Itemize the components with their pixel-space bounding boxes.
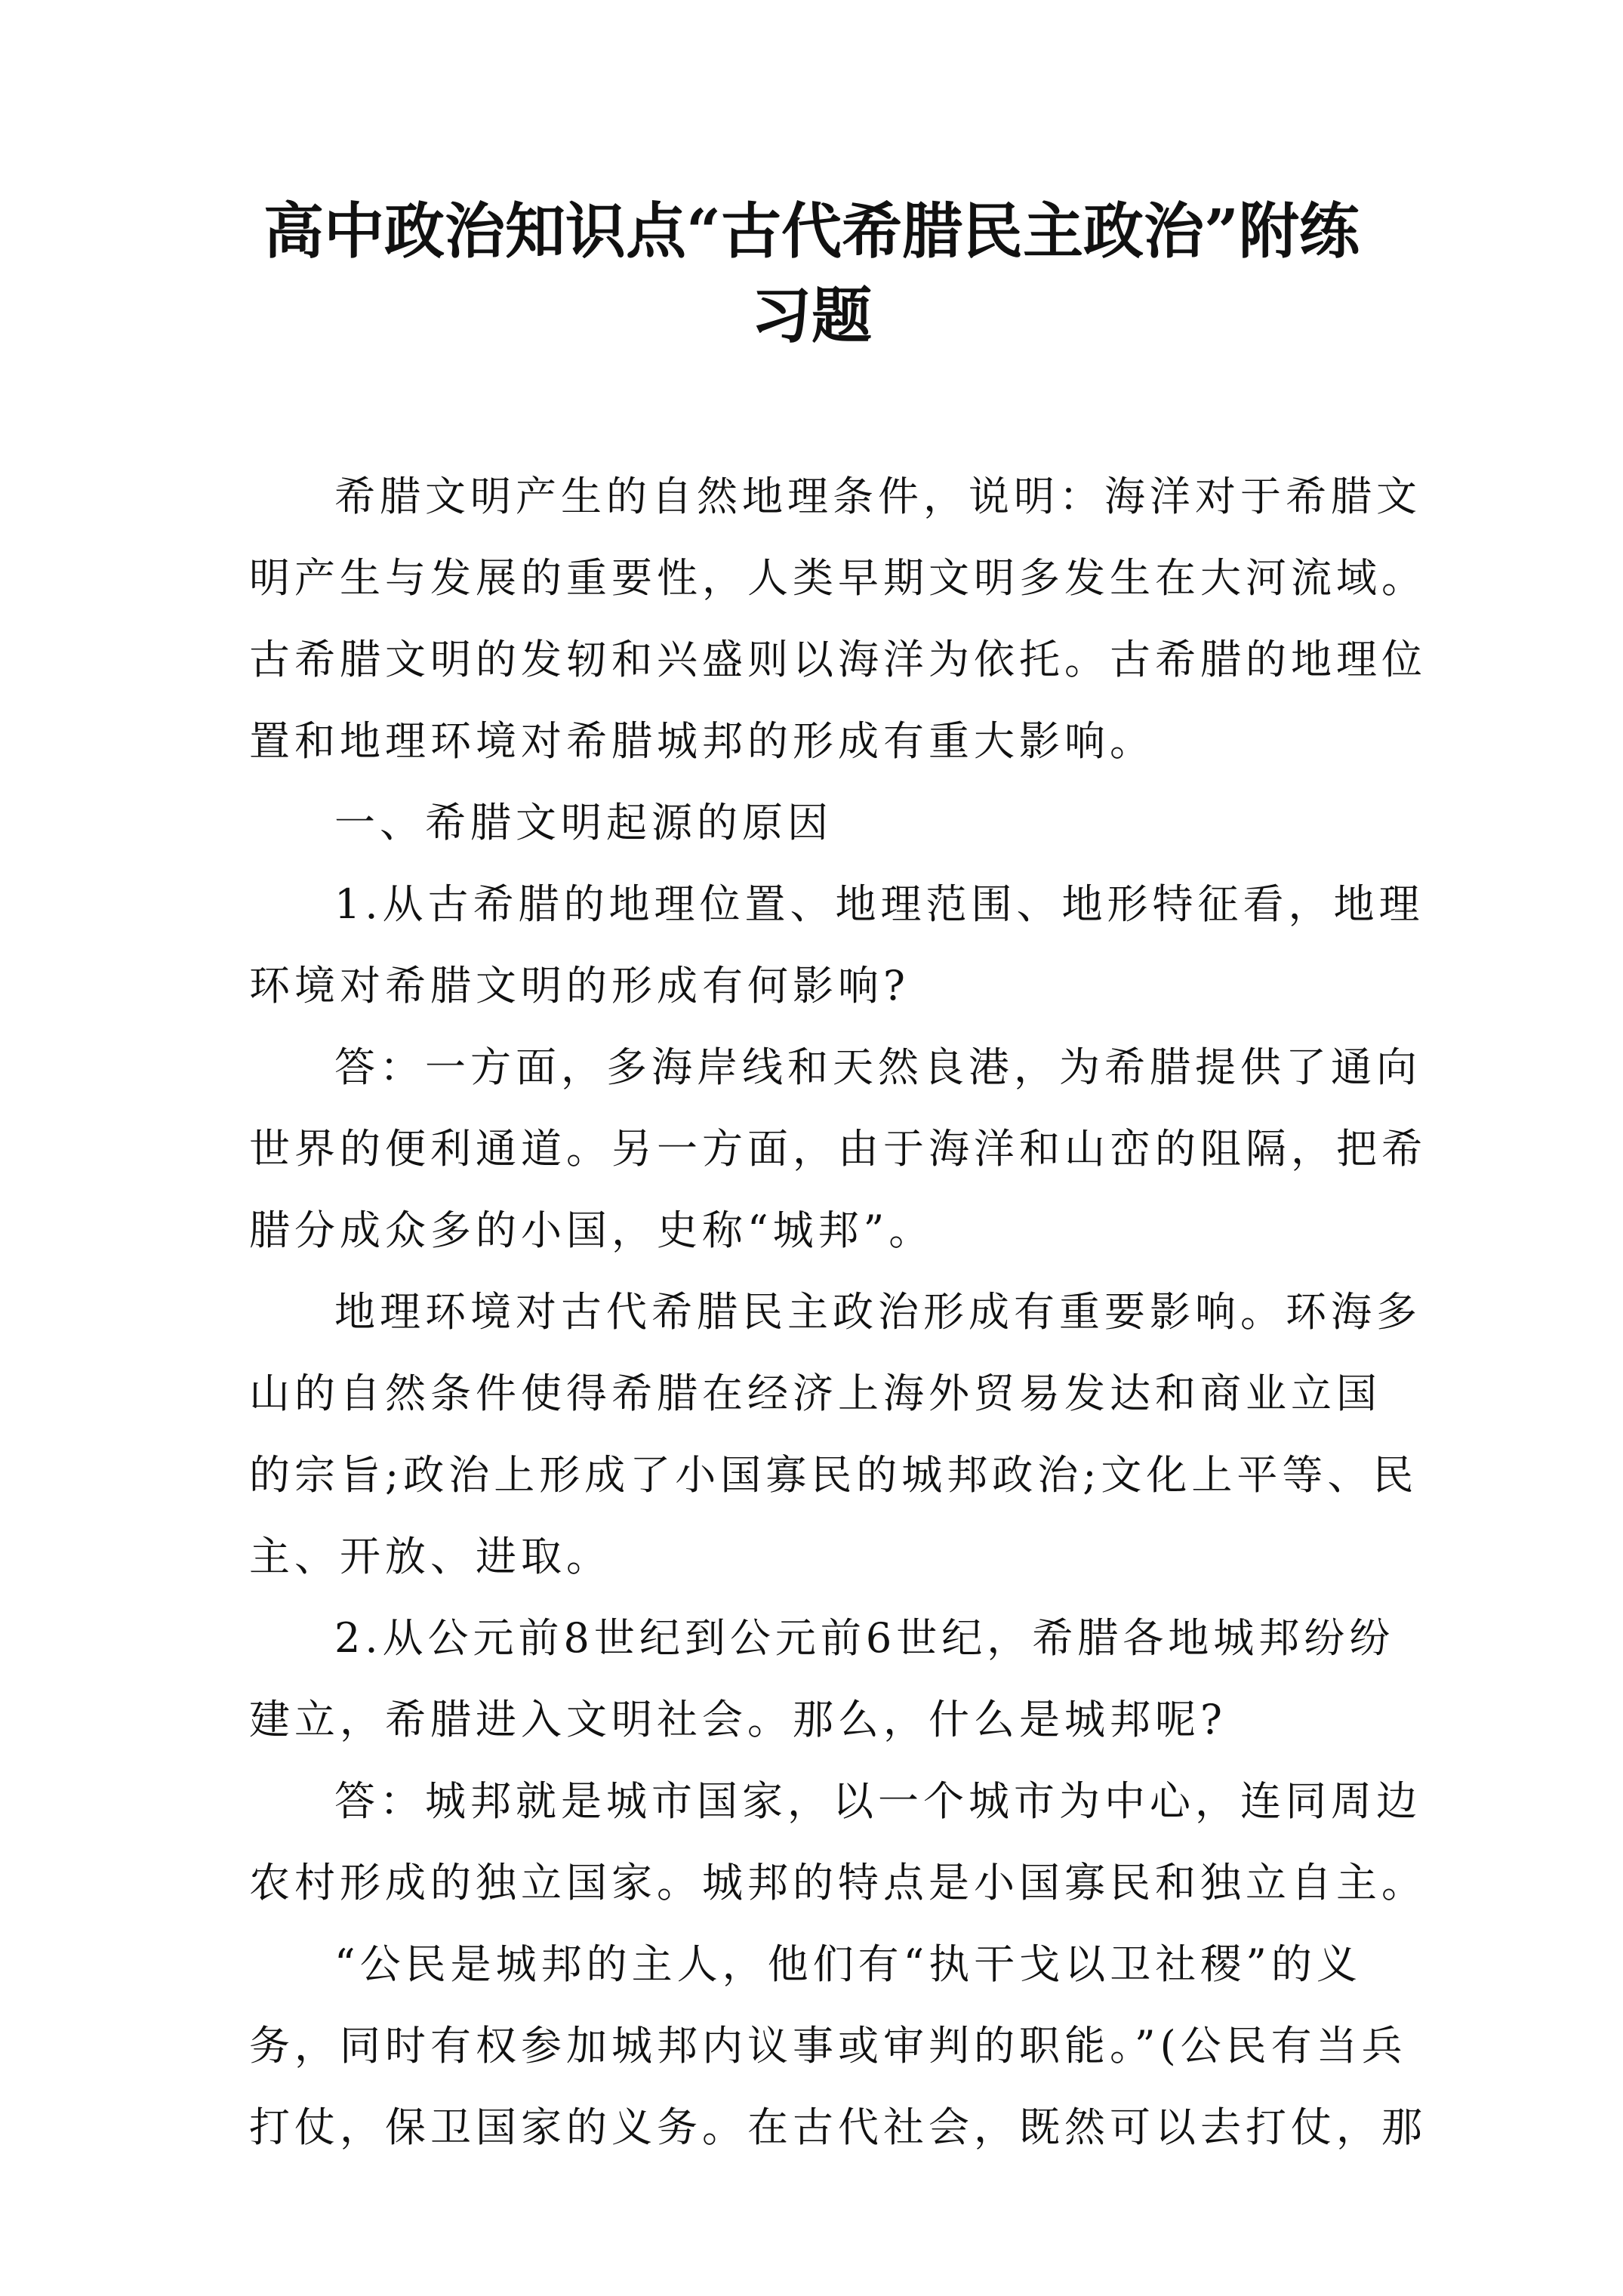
text-line: 1.从古希腊的地理位置、地理范围、地形特征看，地理	[334, 880, 1424, 928]
document-body	[249, 456, 1427, 2168]
text-line: 答：一方面，多海岸线和天然良港，为希腊提供了通向	[334, 1043, 1421, 1091]
text-line: 主、开放、进取。	[249, 1533, 611, 1580]
text-line: 打仗，保卫国家的义务。在古代社会，既然可以去打仗，那	[249, 2103, 1427, 2151]
text-line: 希腊文明产生的自然地理条件，说明：海洋对于希腊文	[334, 473, 1421, 520]
text-line: 古希腊文明的发轫和兴盛则以海洋为依托。古希腊的地理位	[249, 636, 1427, 683]
title-line-1: 高中政治知识点“古代希腊民主政治”附练	[263, 196, 1360, 267]
section-heading: 一、希腊文明起源的原因	[334, 799, 833, 846]
text-line: 答：城邦就是城市国家，以一个城市为中心，连同周边	[334, 1777, 1421, 1825]
text-line: 建立，希腊进入文明社会。那么，什么是城邦呢?	[249, 1696, 1227, 1743]
text-line: 的宗旨;政治上形成了小国寡民的城邦政治;文化上平等、民	[249, 1451, 1418, 1499]
text-line: 务，同时有权参加城邦内议事或审判的职能。”(公民有当兵	[249, 2022, 1407, 2069]
text-line: “公民是城邦的主人，他们有“执干戈以卫社稷”的义	[334, 1940, 1362, 1988]
text-line: 明产生与发展的重要性，人类早期文明多发生在大河流域。	[249, 554, 1427, 602]
text-line: 2.从公元前8世纪到公元前6世纪，希腊各地城邦纷纷	[334, 1614, 1395, 1662]
text-line: 地理环境对古代希腊民主政治形成有重要影响。环海多	[334, 1288, 1421, 1336]
text-line: 农村形成的独立国家。城邦的特点是小国寡民和独立自主。	[249, 1859, 1427, 1906]
text-line: 山的自然条件使得希腊在经济上海外贸易发达和商业立国	[249, 1370, 1381, 1417]
text-line: 环境对希腊文明的形成有何影响?	[249, 962, 910, 1009]
text-line: 腊分成众多的小国，史称“城邦”。	[249, 1207, 935, 1254]
title-line-2: 习题	[751, 280, 872, 351]
text-line: 世界的便利通道。另一方面，由于海洋和山峦的阻隔，把希	[249, 1125, 1427, 1173]
document-title	[226, 189, 1397, 358]
text-line: 置和地理环境对希腊城邦的形成有重大影响。	[249, 717, 1155, 765]
